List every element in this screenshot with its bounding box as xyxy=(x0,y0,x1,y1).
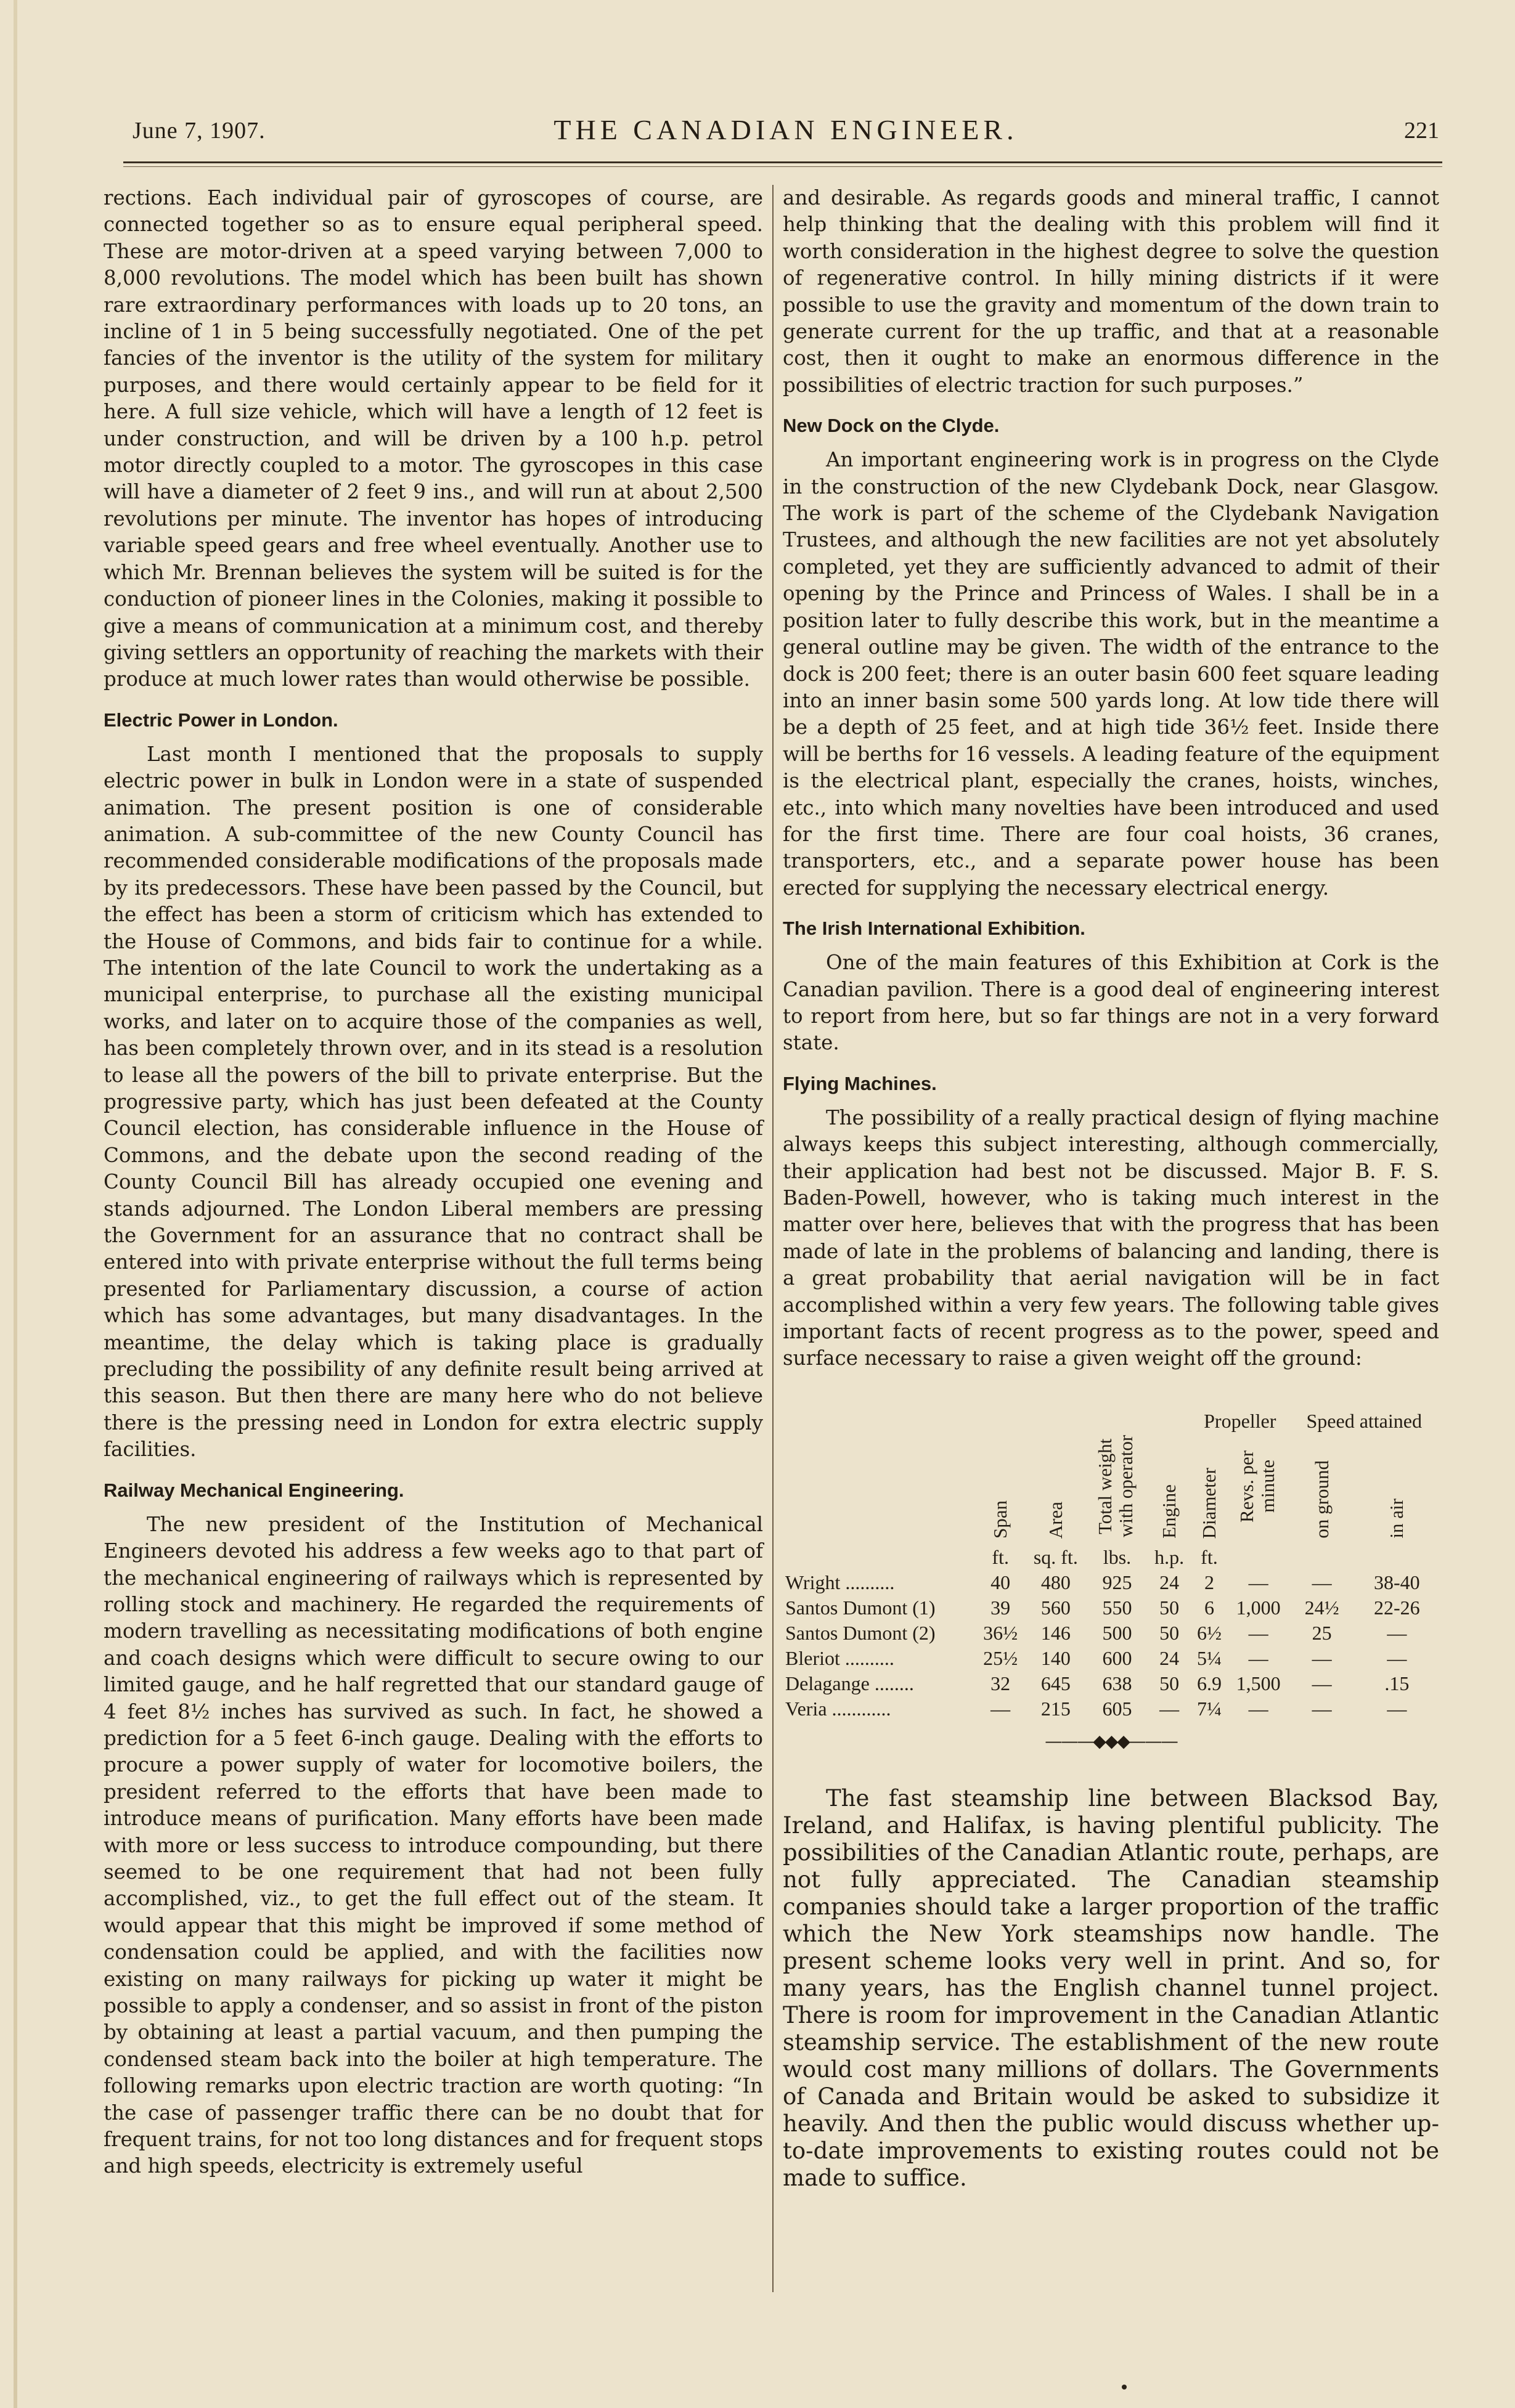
heading-flying-machines: Flying Machines. xyxy=(783,1072,937,1094)
units-row xyxy=(783,1545,1439,1570)
group-header-propeller: Propeller xyxy=(1204,1409,1276,1432)
row-label: Santos Dumont (2) xyxy=(785,1621,936,1644)
dock-paragraph: An important engineering work is in progress on the Clyde in the construction of the new Clydebank Dock, near Glasgow. The work is part of the scheme of the Clydebank Navigation Trustees, and although the new facilities are not yet absolutely completed, yet they are sufficiently advanced to admit of their opening by the Prince and Princess of Wales. I shall be in a position later to fully describe this work, but in the meantime a general outline may be given. The width of the entrance to the dock is 200 feet; there is an outer basin 600 feet square leading into an inner basin some 500 yards long. At low tide there will be a depth of 25 feet, and at high tide 36½ feet. Inside there will be berths for 16 vessels. A leading feature of the equipment is the electrical plant, especially the cranes, hoists, winches, etc., into which many novelties have been introduced and used for the first time. There are four coal hoists, 36 cranes, transporters, etc., and a separate power house has been erected for supplying the necessary electrical energy. xyxy=(783,448,1439,900)
table-cell: 38-40 xyxy=(1374,1571,1420,1593)
col-header-span: Span xyxy=(989,1500,1011,1539)
unit-cell xyxy=(1355,1545,1439,1570)
heading-electric-power: Electric Power in London. xyxy=(104,709,338,731)
section-ornament: ———◆◆◆——— xyxy=(1045,1730,1177,1751)
table-row xyxy=(783,1646,1439,1671)
table-cell: — xyxy=(1387,1646,1407,1669)
row-label: Veria ............ xyxy=(785,1697,891,1720)
table-cell: — xyxy=(1387,1697,1407,1720)
col-header-on-ground: on ground xyxy=(1310,1460,1333,1539)
unit-cell: sq. ft. xyxy=(1033,1545,1078,1568)
table-cell: 550 xyxy=(1102,1596,1132,1619)
unit-cell: lbs. xyxy=(1103,1545,1132,1568)
electric-power-paragraph: Last month I mentioned that the proposals to supply electric power in bulk in London were in a state of suspended animation. The present position is one of considerable animation. A sub-committee of the new County Council has recommended considerable modifications of the proposals made by its predecessors. These have been passed by the Council, but the effect has been a storm of criticism which has extended to the House of Commons, and bids fair to continue for a while. The intention of the late Council to work the undertaking as a municipal enterprise, to purchase all the existing municipal works, and later on to acquire those of the companies as well, has been completely thrown over, and in its stead is a resolution to lease all the powers of the bill to private enterprise. But the progressive party, which has just been defeated at the County Council election, has considerable influence in the House of Commons, and the debate upon the second reading of the County Council Bill has already occupied one evening and stands adjourned. The London Liberal members are pressing the Government for an assurance that no contract shall be entered into with private enterprise without the full terms being presented for Parliamentary discussion, a course of action which has some advantages, but many disadvantages. In the meantime, the delay which is taking place is gradually precluding the possibility of any definite result being arrived at this season. But then there are many here who do not believe there is the pressing need in London for extra electric supply facilities. xyxy=(104,742,763,1462)
column-header-row xyxy=(783,1434,1439,1545)
table-cell: 600 xyxy=(1102,1646,1132,1669)
issue-date: June 7, 1907. xyxy=(133,118,266,144)
table-cell: 36½ xyxy=(983,1621,1018,1644)
unit-cell: ft. xyxy=(992,1545,1009,1568)
left-column xyxy=(104,185,763,2180)
table-cell: 50 xyxy=(1159,1672,1180,1694)
table-cell: 638 xyxy=(1102,1672,1132,1694)
table-cell: 925 xyxy=(1102,1571,1132,1593)
table-cell: 7¼ xyxy=(1196,1697,1222,1720)
table-row xyxy=(783,1621,1439,1646)
table-cell: — xyxy=(1248,1571,1268,1593)
flying-machines-table xyxy=(783,1372,1439,1722)
heading-railway-mechanical: Railway Mechanical Engineering. xyxy=(104,1479,404,1501)
steamship-paragraph: The fast steamship line between Blacksod Bay, Ireland, and Halifax, is having plentiful publicity. The possibilities of the Canadian Atlantic route, perhaps, are not fully appreciated. The Canadian steamship companies should take a larger proportion of the traffic which the New York steamships now handle. The present scheme looks very well in print. And so, for many years, has the English channel tunnel project. There is room for improvement in the Canadian Atlantic steamship service. The establishment of the new route would cost many millions of dollars. The Governments of Canada and Britain would be asked to subsidize it heavily. And then the public would discuss whether up-to-date improvements to existing routes could not be made to suffice. xyxy=(783,1785,1439,2192)
row-label: Bleriot .......... xyxy=(785,1646,894,1669)
heading-irish-exhibition: The Irish International Exhibition. xyxy=(783,917,1085,940)
table-cell: — xyxy=(1248,1697,1268,1720)
table-cell: 24 xyxy=(1159,1646,1180,1669)
publication-title: THE CANADIAN ENGINEER. xyxy=(553,114,1018,145)
table-cell: 140 xyxy=(1040,1646,1071,1669)
table-cell: 1,500 xyxy=(1236,1672,1281,1694)
right-column xyxy=(783,185,1439,2192)
table-cell: 22-26 xyxy=(1374,1596,1420,1619)
header-rule xyxy=(123,161,1442,163)
col-header-weight: Total weight with operator xyxy=(1094,1434,1137,1537)
page-number: 221 xyxy=(1404,118,1439,144)
column-divider xyxy=(772,185,774,2292)
table-cell: 5¼ xyxy=(1196,1646,1222,1669)
table-cell: 645 xyxy=(1040,1672,1071,1694)
table-cell: 6½ xyxy=(1196,1621,1222,1644)
page-binding-edge xyxy=(14,0,17,2408)
unit-cell xyxy=(1228,1545,1289,1570)
col-header-in-air: in air xyxy=(1386,1499,1408,1539)
table-row xyxy=(783,1570,1439,1595)
col-header-area: Area xyxy=(1044,1501,1066,1539)
col-header-engine: Engine xyxy=(1158,1484,1180,1539)
col-header-revs: Revs. per minute xyxy=(1235,1450,1278,1523)
table-cell: — xyxy=(1387,1621,1407,1644)
table-cell: .15 xyxy=(1384,1672,1410,1694)
row-label: Wright .......... xyxy=(785,1571,895,1593)
table-cell: — xyxy=(1312,1697,1332,1720)
table-row xyxy=(783,1671,1439,1696)
table-cell: 6 xyxy=(1204,1596,1214,1619)
table-cell: 2 xyxy=(1204,1571,1214,1593)
row-label: Santos Dumont (1) xyxy=(785,1596,936,1619)
table-cell: 1,000 xyxy=(1236,1596,1281,1619)
table-cell: 24½ xyxy=(1304,1596,1339,1619)
table-cell: 39 xyxy=(990,1596,1011,1619)
unit-cell: h.p. xyxy=(1154,1545,1185,1568)
table-cell: 25 xyxy=(1312,1621,1332,1644)
table-cell: — xyxy=(990,1697,1011,1720)
col-header-diameter: Diameter xyxy=(1198,1467,1220,1539)
unit-cell: ft. xyxy=(1201,1545,1218,1568)
railway-paragraph: The new president of the Institution of Mechanical Engineers devoted his address a few weeks ago to that part of the mechanical engineering of railways which is represented by rolling stock and machinery. He regarded the requirements of modern travelling as necessitating modifications of both engine and coach designs which were difficult to secure owing to our limited gauge, and he half regretted that our standard gauge of 4 feet 8½ inches has survived as such. In fact, he showed a prediction for a 5 feet 6-inch gauge. Dealing with the efforts to procure a power supply of water for locomotive boilers, the president referred to the efforts that have been made to introduce means of purification. Many efforts have been made with more or less success to introduce compounding, but there seemed to be one requirement that had not been fully accomplished, viz., to get the full effect out of the steam. It would appear that this might be improved if some method of condensation could be applied, and with the facilities now existing on many railways for picking up water it might be possible to apply a condenser, and so assist in front of the piston by obtaining at least a partial vacuum, and then pumping the condensed steam back into the boiler at high temperature. The following remarks upon electric traction are worth quoting: “In the case of passenger traffic there can be no doubt that for frequent trains, for not too long distances and for frequent stops and high speeds, electricity is extremely useful xyxy=(104,1512,763,2178)
table-cell: 24 xyxy=(1159,1571,1180,1593)
table-cell: — xyxy=(1312,1646,1332,1669)
table-cell: 605 xyxy=(1102,1697,1132,1720)
row-label: Delagange ........ xyxy=(785,1672,914,1694)
table-cell: — xyxy=(1248,1646,1268,1669)
flying-paragraph: The possibility of a really practical design of flying machine always keeps this subject interesting, although commercially, their application had best not be discussed. Major B. F. S. Baden-Powell, however, who is taking much interest in the matter over here, believes that with the progress that has been made of late in the problems of balancing and landing, there is a great probability that aerial navigation will be in fact accomplished within a very few years. The following table gives important facts of recent progress as to the power, speed and surface necessary to raise a given weight off the ground: xyxy=(783,1105,1439,1370)
traction-paragraph: and desirable. As regards goods and mineral traffic, I cannot help thinking that the dealing with this problem will find it worth consideration in the highest degree to solve the question of regenerative control. In hilly mining districts if it were possible to use the gravity and momentum of the down train to generate current for the up traffic, and that at a reasonable cost, then it ought to make an enormous difference in the possibilities of electric traction for such purposes.” xyxy=(783,186,1439,397)
table-row xyxy=(783,1595,1439,1621)
table-cell: 6.9 xyxy=(1196,1672,1222,1694)
print-mark xyxy=(1122,2385,1127,2390)
page-header xyxy=(133,114,1439,154)
table-cell: — xyxy=(1159,1697,1180,1720)
table-row xyxy=(783,1696,1439,1722)
group-header-speed: Speed attained xyxy=(1306,1409,1422,1432)
table-cell: 215 xyxy=(1040,1697,1071,1720)
header-rule-thin xyxy=(123,166,1442,167)
table-cell: — xyxy=(1248,1621,1268,1644)
table-cell: — xyxy=(1312,1571,1332,1593)
table-cell: 560 xyxy=(1040,1596,1071,1619)
table-cell: 25½ xyxy=(983,1646,1018,1669)
table-cell: 500 xyxy=(1102,1621,1132,1644)
table-cell: 146 xyxy=(1040,1621,1071,1644)
table-cell: 50 xyxy=(1159,1596,1180,1619)
heading-new-dock: New Dock on the Clyde. xyxy=(783,415,1000,437)
table-cell: 32 xyxy=(990,1672,1011,1694)
table-cell: 480 xyxy=(1040,1571,1071,1593)
irish-paragraph: One of the main features of this Exhibition at Cork is the Canadian pavilion. There is a good deal of engineering interest to report from here, but so far things are not in a very forward state. xyxy=(783,951,1439,1055)
gyroscope-paragraph: rections. Each individual pair of gyroscopes of course, are connected together so as to ensure equal peripheral speed. These are motor-driven at a speed varying between 7,000 to 8,000 revolutions. The model which has been built has shown rare extraordinary performances with loads up to 20 tons, an incline of 1 in 5 being successfully negotiated. One of the pet fancies of the inventor is the utility of the system for military purposes, and there would certainly appear to be field for it here. A full size vehicle, which will have a length of 12 feet is under construction, and will be driven by a 100 h.p. petrol motor directly coupled to a motor. The gyroscopes in this case will have a diameter of 2 feet 9 ins., and will run at about 2,500 revolutions per minute. The inventor has hopes of introducing variable speed gears and free wheel eventually. Another use to which Mr. Brennan believes the system will be suited is for the conduction of pioneer lines in the Colonies, making it possible to give a means of communication at a minimum cost, and thereby giving settlers an opportunity of reaching the markets with their produce at much lower rates than would otherwise be possible. xyxy=(104,186,763,691)
table-cell: 40 xyxy=(990,1571,1011,1593)
table-cell: — xyxy=(1312,1672,1332,1694)
unit-cell xyxy=(1289,1545,1354,1570)
table-cell: 50 xyxy=(1159,1621,1180,1644)
